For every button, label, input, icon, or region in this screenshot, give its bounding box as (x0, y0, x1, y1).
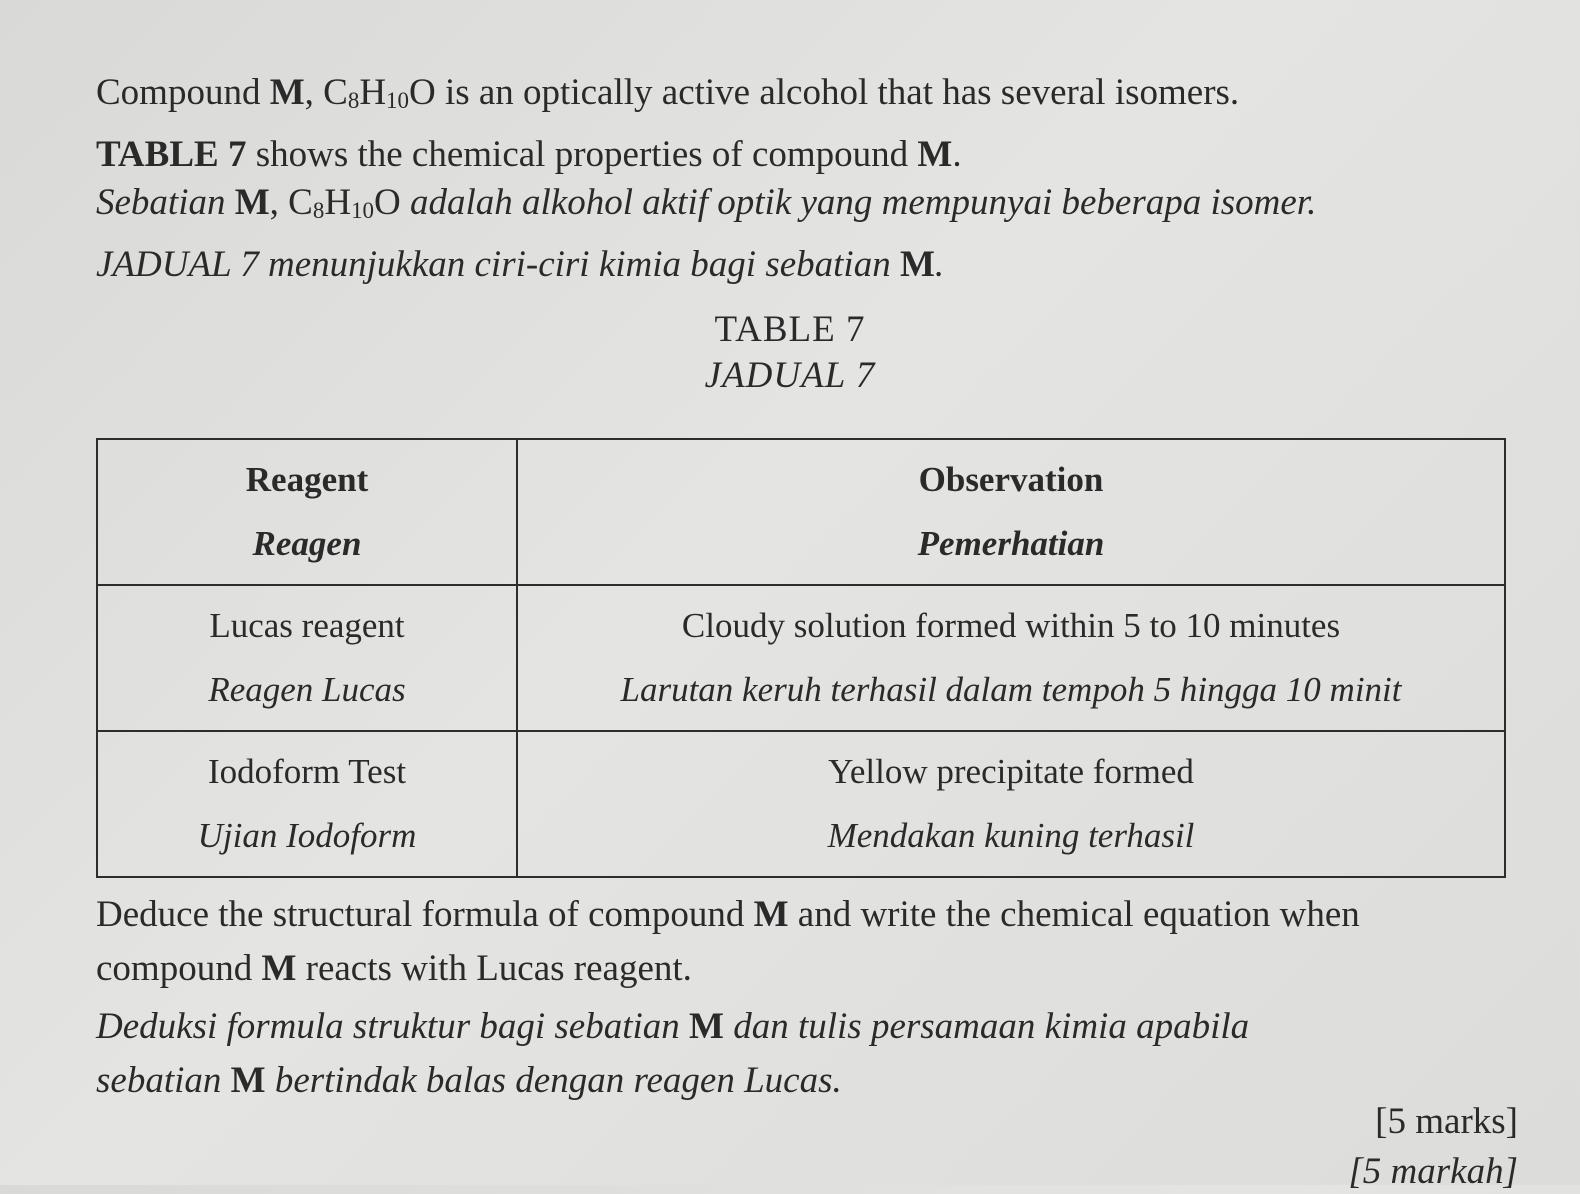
marks-malay: [5 markah] (1348, 1151, 1518, 1192)
question-english-line-1 (96, 888, 1516, 942)
header-observation-english: Observation (918, 460, 1104, 499)
intro-text: , C (304, 72, 348, 113)
table-header-row (97, 439, 1505, 585)
intro-text: . (934, 244, 945, 286)
observation-cell (517, 585, 1505, 731)
intro-text: , C (269, 182, 313, 223)
question-text: compound (96, 948, 262, 989)
intro-malay-line-1 (96, 176, 1516, 238)
reagent-english: Lucas reagent (209, 606, 405, 645)
table-row (97, 585, 1505, 731)
question-malay-line-1 (96, 1000, 1516, 1054)
table-title-english: TABLE 7 (714, 309, 866, 350)
intro-malay-line-2 (96, 238, 1516, 292)
intro-text: H (359, 72, 387, 113)
observation-malay: Mendakan kuning terhasil (827, 816, 1195, 855)
question-text: reacts with Lucas reagent. (296, 948, 692, 989)
table-row (97, 731, 1505, 877)
observation-cell (517, 731, 1505, 877)
intro-text: Compound (96, 72, 270, 113)
intro-english-line-2 (96, 128, 1516, 182)
observation-english: Cloudy solution formed within 5 to 10 minutes (681, 606, 1341, 645)
compound-label: M (899, 244, 935, 286)
intro-malay (96, 176, 1516, 292)
table-reference: TABLE 7 (96, 134, 247, 176)
subscript: 8 (312, 198, 325, 224)
question-english (96, 888, 1516, 996)
compound-label: M (689, 1006, 724, 1047)
subscript: 10 (351, 198, 374, 224)
question-text: sebatian (96, 1060, 231, 1101)
header-observation (517, 439, 1505, 585)
table-reference: JADUAL 7 (96, 244, 259, 286)
reagent-malay: Ujian Iodoform (197, 816, 417, 855)
marks-english: [5 marks] (1375, 1101, 1518, 1142)
subscript: 10 (386, 88, 409, 114)
intro-text: O (374, 182, 401, 223)
observation-english: Yellow precipitate formed (828, 752, 1194, 791)
question-text: bertindak balas dengan reagen Lucas. (265, 1060, 842, 1101)
intro-text: menunjukkan ciri-ciri kimia bagi sebatian (258, 244, 900, 286)
header-reagent-english: Reagent (245, 460, 369, 499)
intro-english (96, 66, 1516, 182)
compound-label: M (917, 134, 953, 176)
compound-label: M (234, 182, 270, 223)
reagent-cell (97, 585, 517, 731)
intro-text: Sebatian (96, 182, 235, 223)
question-english-line-2 (96, 942, 1516, 996)
question-malay-line-2 (96, 1054, 1516, 1108)
reagent-malay: Reagen Lucas (208, 670, 406, 709)
reagent-cell (97, 731, 517, 877)
header-reagent-malay: Reagen (252, 524, 362, 563)
question-text: and write the chemical equation when (788, 894, 1360, 935)
compound-label: M (269, 72, 305, 113)
intro-text: O is an optically active alcohol that has several isomers. (408, 72, 1240, 113)
header-observation-malay: Pemerhatian (917, 524, 1105, 563)
question-malay (96, 1000, 1516, 1108)
intro-text: . (952, 134, 962, 176)
properties-table (96, 438, 1506, 878)
intro-text: adalah alkohol aktif optik yang mempunyai beberapa isomer. (400, 182, 1317, 223)
compound-label: M (753, 894, 789, 935)
compound-label: M (261, 948, 297, 989)
intro-text: H (324, 182, 352, 223)
subscript: 8 (347, 88, 360, 114)
compound-label: M (230, 1060, 266, 1101)
table-title-malay: JADUAL 7 (704, 355, 876, 396)
intro-text: shows the chemical properties of compound (246, 134, 918, 176)
question-text: dan tulis persamaan kimia apabila (723, 1006, 1250, 1047)
question-text: Deduce the structural formula of compound (96, 894, 754, 935)
reagent-english: Iodoform Test (207, 752, 407, 791)
observation-malay: Larutan keruh terhasil dalam tempoh 5 hingga 10 minit (620, 670, 1402, 709)
intro-english-line-1 (96, 66, 1516, 128)
question-text: Deduksi formula struktur bagi sebatian (96, 1006, 690, 1047)
header-reagent (97, 439, 517, 585)
